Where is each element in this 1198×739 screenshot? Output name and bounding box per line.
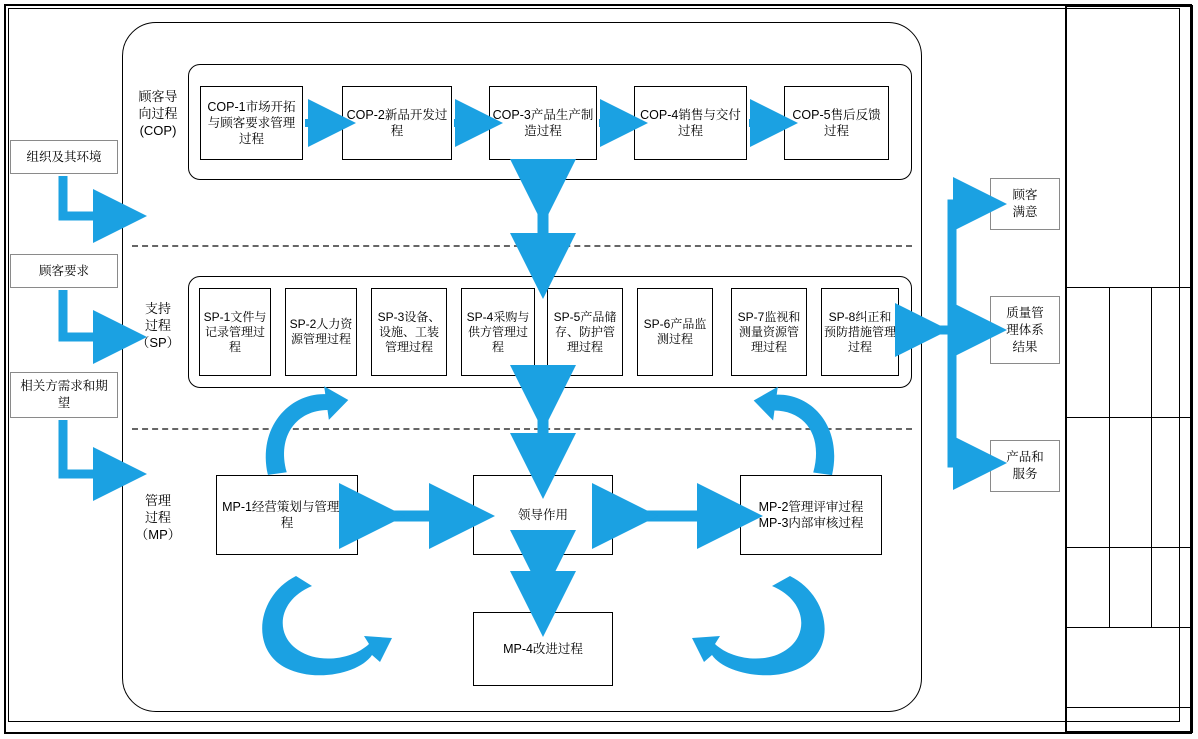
title-block-divider-1 — [1109, 288, 1110, 628]
row-label-mp-line2: 过程 — [144, 510, 171, 525]
sp-box-4[interactable]: SP-4采购与供方管理过程 — [461, 288, 535, 376]
title-block-row-2 — [1067, 288, 1191, 418]
mp-box-1[interactable]: MP-1经营策划与管理过程 — [216, 475, 358, 555]
output-box-1-line2: 满意 — [1012, 205, 1038, 219]
title-block-row-3 — [1067, 418, 1191, 548]
sp-box-8[interactable]: SP-8纠正和预防措施管理过程 — [821, 288, 899, 376]
title-block — [1065, 5, 1193, 733]
output-box-2[interactable] — [990, 296, 1060, 364]
mp-box-3-label: MP-3内部审核过程 — [758, 516, 864, 530]
title-block-divider-2 — [1151, 288, 1152, 628]
input-box-1[interactable]: 组织及其环境 — [10, 140, 118, 174]
title-block-row-1 — [1067, 7, 1191, 288]
cop-box-2[interactable]: COP-2新品开发过程 — [342, 86, 452, 160]
row-label-cop — [128, 88, 188, 139]
output-box-1[interactable] — [990, 178, 1060, 230]
row-label-mp — [128, 492, 188, 543]
cop-box-3[interactable]: COP-3产品生产制造过程 — [489, 86, 597, 160]
sp-box-2[interactable]: SP-2人力资源管理过程 — [285, 288, 357, 376]
separator-sp-mp — [132, 428, 912, 430]
row-label-cop-line3: (COP) — [139, 123, 177, 138]
row-label-sp-line1: 支持 — [144, 301, 171, 316]
row-label-sp-line2: 过程 — [144, 318, 171, 333]
output-box-2-line2: 理体系 — [1006, 322, 1044, 337]
output-box-3-line1: 产品和 — [1006, 450, 1044, 464]
output-box-2-line3: 结果 — [1012, 339, 1038, 354]
cop-box-4[interactable]: COP-4销售与交付过程 — [634, 86, 747, 160]
cop-box-1[interactable]: COP-1市场开拓与顾客要求管理过程 — [200, 86, 303, 160]
sp-box-6[interactable]: SP-6产品监测过程 — [637, 288, 713, 376]
output-box-3[interactable] — [990, 440, 1060, 492]
sp-box-5[interactable]: SP-5产品储存、防护管理过程 — [547, 288, 623, 376]
row-label-cop-line1: 顾客导 — [138, 89, 178, 104]
mp-box-2-label: MP-2管理评审过程 — [758, 500, 864, 514]
row-label-cop-line2: 向过程 — [138, 106, 178, 121]
row-label-mp-line1: 管理 — [144, 493, 171, 508]
title-block-row-5 — [1067, 628, 1191, 708]
output-box-1-line1: 顾客 — [1012, 188, 1038, 202]
row-label-mp-line3: （MP） — [135, 527, 181, 542]
output-box-2-line1: 质量管 — [1006, 305, 1044, 320]
mp-box-leadership[interactable]: 领导作用 — [473, 475, 613, 555]
input-box-3[interactable]: 相关方需求和期望 — [10, 372, 118, 418]
output-box-3-line2: 服务 — [1012, 467, 1038, 481]
mp-box-4[interactable]: MP-4改进过程 — [473, 612, 613, 686]
row-label-sp — [128, 300, 188, 351]
separator-cop-sp — [132, 245, 912, 247]
row-label-sp-line3: （SP） — [136, 335, 180, 350]
input-box-2[interactable]: 顾客要求 — [10, 254, 118, 288]
sp-box-7[interactable]: SP-7监视和测量资源管理过程 — [731, 288, 807, 376]
title-block-row-4 — [1067, 548, 1191, 628]
sp-box-3[interactable]: SP-3设备、设施、工装管理过程 — [371, 288, 447, 376]
cop-box-5[interactable]: COP-5售后反馈过程 — [784, 86, 889, 160]
sp-box-1[interactable]: SP-1文件与记录管理过程 — [199, 288, 271, 376]
mp-box-2-3[interactable] — [740, 475, 882, 555]
